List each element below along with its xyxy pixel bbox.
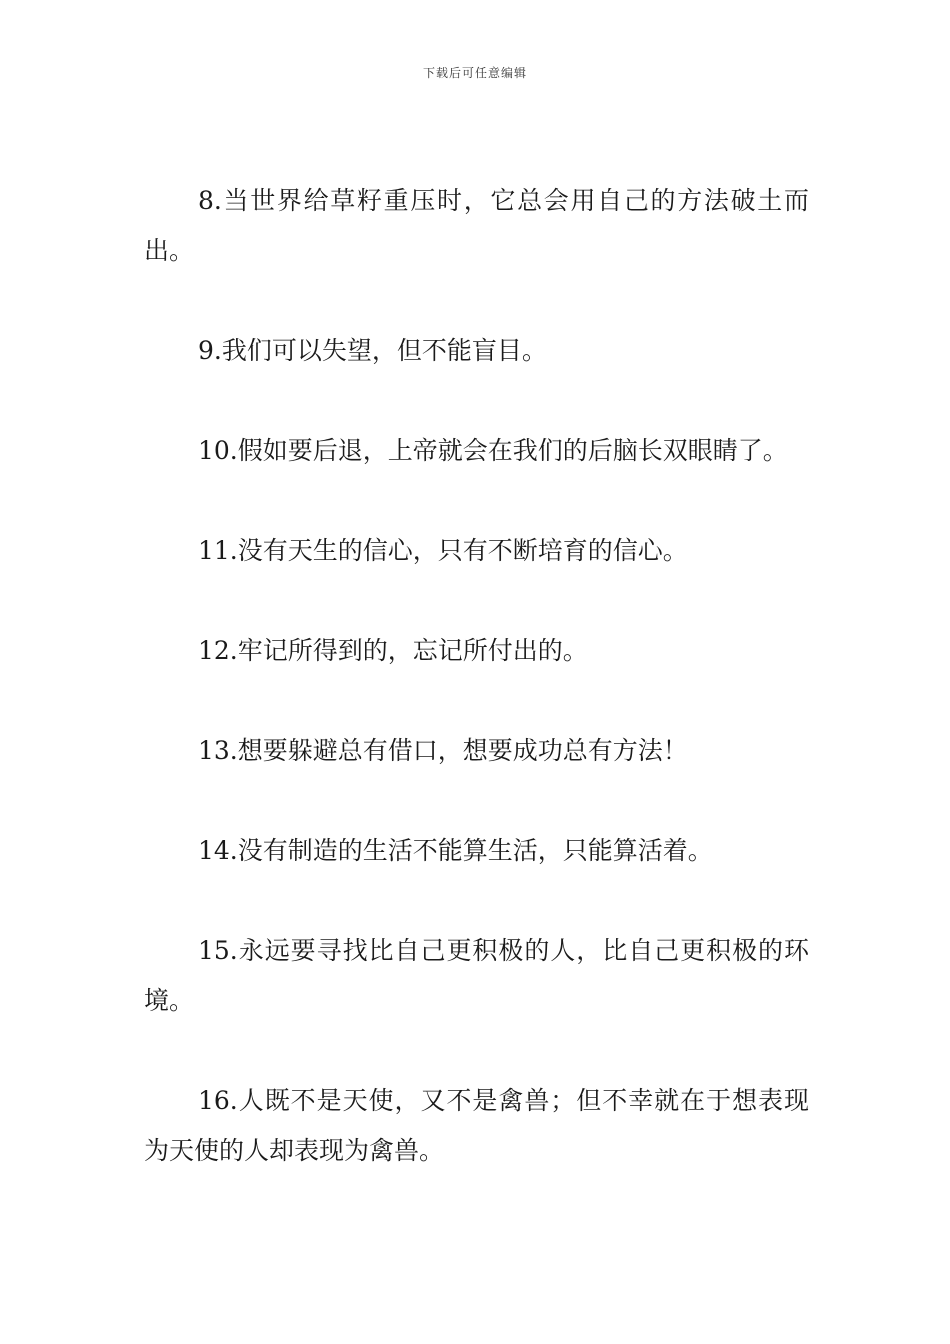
quote-paragraph-12: 12.牢记所得到的，忘记所付出的。 (198, 636, 588, 665)
quote-paragraph-9: 9.我们可以失望，但不能盲目。 (198, 336, 547, 365)
quote-paragraph-14: 14.没有制造的生活不能算生活，只能算活着。 (198, 836, 713, 865)
document-body (144, 176, 809, 1226)
page-header: 下载后可任意编辑 (422, 66, 527, 80)
quote-paragraph-15: 15.永远要寻找比自己更积极的人，比自己更积极的环境。 (144, 936, 809, 1015)
quote-paragraph-11: 11.没有天生的信心，只有不断培育的信心。 (198, 536, 688, 565)
quote-paragraph-10: 10.假如要后退，上帝就会在我们的后脑长双眼睛了。 (198, 436, 788, 465)
quote-paragraph-8: 8.当世界给草籽重压时，它总会用自己的方法破土而出。 (144, 186, 809, 265)
quote-paragraph-13: 13.想要躲避总有借口，想要成功总有方法！ (198, 736, 688, 765)
quote-paragraph-16: 16.人既不是天使，又不是禽兽；但不幸就在于想表现为天使的人却表现为禽兽。 (144, 1086, 809, 1165)
